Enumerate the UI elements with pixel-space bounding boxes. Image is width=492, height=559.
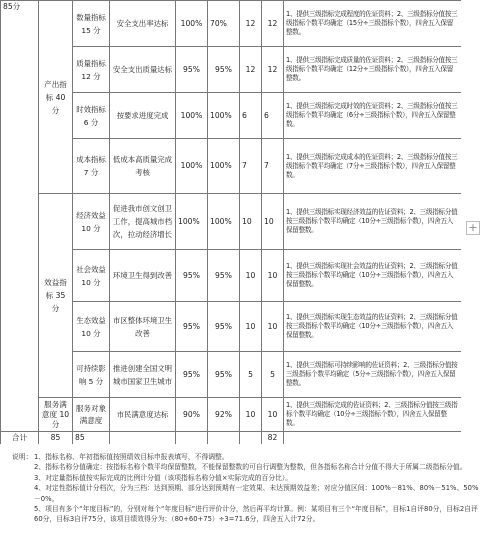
blank-cell — [176, 432, 208, 445]
total-sub-weight: 85 — [73, 432, 110, 445]
actual-value: 70% — [208, 1, 240, 47]
blank-cell — [1, 47, 39, 93]
score-value: 10 — [262, 398, 284, 432]
actual-value: 100% — [208, 93, 240, 139]
blank-cell — [284, 432, 462, 445]
actual-value: 100% — [208, 139, 240, 194]
weight-value: 12 — [240, 1, 262, 47]
target-value: 95% — [176, 302, 208, 352]
sub-indicator: 时效指标 6 分 — [73, 93, 110, 139]
indicator-content: 安全支出率达标 — [110, 1, 176, 47]
note-text: 4、对定性指标值计分档次，分为三档：达到预期、部分达到预期有一定效果、未达预期效益差；对应分值区间：100%－81%、80%－51%、50%－0%。 — [34, 484, 479, 503]
total-row — [1, 432, 462, 445]
total-score: 82 — [262, 432, 284, 445]
target-value: 95% — [176, 250, 208, 302]
notes-section — [12, 452, 482, 525]
weight-value: 10 — [240, 194, 262, 250]
table-row — [1, 194, 462, 250]
indicator-content: 按要求进度完成 — [110, 93, 176, 139]
weight-value: 7 — [240, 139, 262, 194]
target-value: 95% — [176, 352, 208, 398]
sub-indicator: 经济效益 10 分 — [73, 194, 110, 250]
sub-indicator: 数量指标 15 分 — [73, 1, 110, 47]
weight-value: 10 — [240, 302, 262, 352]
actual-value: 95% — [208, 250, 240, 302]
actual-value: 95% — [208, 352, 240, 398]
score-value: 10 — [262, 250, 284, 302]
score-value: 6 — [262, 93, 284, 139]
target-value: 90% — [176, 398, 208, 432]
score-value: 12 — [262, 1, 284, 47]
target-value: 100% — [176, 93, 208, 139]
note-item — [12, 504, 482, 525]
notes-head: 说明： — [12, 453, 33, 461]
score-value: 5 — [262, 352, 284, 398]
top-fragment: 85分 — [1, 1, 39, 47]
blank-cell — [1, 302, 39, 352]
blank-cell — [1, 398, 39, 432]
output-group-label: 产出指标 40 分 — [39, 1, 73, 194]
note-text: 3、对定量指标值按实际完成的比例计分值（该项指标名称分值×实际完成的百分比）。 — [34, 473, 293, 482]
indicator-content: 促进我市创文创卫工作，提高城市档次，拉动经济增长 — [110, 194, 176, 250]
scoring-description: 1、提供三级指标实现社会效益的佐证资料；2、三级指标分值按三级指标个数平均确定（10分÷三级指标个数），四舍五入保留整数。 — [284, 250, 462, 302]
score-value: 10 — [262, 194, 284, 250]
scoring-description: 1、提供三级指标完成时效的佐证资料；2、三级指标分值按三级指标个数平均确定（6分÷三级指标个数），四舍五入保留整数。 — [284, 93, 462, 139]
blank-cell — [1, 194, 39, 250]
note-item — [12, 452, 482, 462]
actual-value: 92% — [208, 398, 240, 432]
satisfaction-group-label: 服务满意度 10 分 — [39, 398, 73, 432]
score-value: 10 — [262, 302, 284, 352]
indicator-content: 低成本高质量完成考核 — [110, 139, 176, 194]
blank-cell — [1, 352, 39, 398]
score-value: 12 — [262, 47, 284, 93]
target-value: 100% — [176, 194, 208, 250]
weight-value: 10 — [240, 250, 262, 302]
note-text: 1、指标名称、年初指标值按照绩效目标申报表填写，不得调整。 — [34, 453, 229, 461]
indicator-content: 市区整体环境卫生改善 — [110, 302, 176, 352]
actual-value: 95% — [208, 47, 240, 93]
total-weight: 85 — [39, 432, 73, 445]
indicator-content: 安全支出质量达标 — [110, 47, 176, 93]
sub-indicator: 服务对象满意度 — [73, 398, 110, 432]
actual-value: 100% — [208, 194, 240, 250]
weight-value: 12 — [240, 47, 262, 93]
blank-cell — [110, 432, 176, 445]
blank-cell — [240, 432, 262, 445]
sub-indicator: 质量指标 12 分 — [73, 47, 110, 93]
score-value: 7 — [262, 139, 284, 194]
note-item — [12, 473, 482, 483]
scoring-description: 1、提供三级指标完成质量的佐证资料；2、三级指标分值按三级指标个数平均确定（12分÷三级指标个数），四舍五入保留整数。 — [284, 47, 462, 93]
blank-cell — [1, 139, 39, 194]
blank-cell — [1, 250, 39, 302]
note-item — [12, 462, 482, 472]
benefit-group-label: 效益指标 35 分 — [39, 194, 73, 398]
sub-indicator: 生态效益 10 分 — [73, 302, 110, 352]
sub-indicator: 可持续影响 5 分 — [73, 352, 110, 398]
weight-value: 6 — [240, 93, 262, 139]
total-label: 合计 — [1, 432, 39, 445]
scoring-description: 1、提供三级指标实现生态效益的佐证资料；2、三级指标分值按三级指标个数平均确定（10分÷三级指标个数），四舍五入保留整数。 — [284, 302, 462, 352]
scoring-description: 1、提供三级指标可持续影响的佐证资料；2、三级指标分值按三级指标个数平均确定（5分÷三级指标个数），四舍五入保留整数。 — [284, 352, 462, 398]
note-text: 2、指标名称分值确定：按指标名称个数平均保留整数，不能保留整数的可自行调整为整数，但各指标名称合计分值不得大于所属二级指标分值。 — [34, 463, 467, 472]
note-text: 5、项目有多个“年度目标”的，分别对每个“年度目标”进行评价计分，然后再平均计算。例：某项目有三个“年度目标”，目标1自评80分，目标2自评60分，目标3自评75分，该项目绩效得分为：（80+60+75）÷3=71.6分，四舍五入计72分。 — [34, 505, 478, 524]
target-value: 95% — [176, 47, 208, 93]
add-row-button[interactable]: + — [466, 221, 480, 235]
indicator-content: 市民满意度达标 — [110, 398, 176, 432]
scoring-description: 1、提供三级指标完成的佐证资料；2、三级指标分值按三级指标个数平均确定（10分÷三级指标个数），四舍五入保留整数。 — [284, 398, 462, 432]
weight-value: 5 — [240, 352, 262, 398]
blank-cell — [1, 93, 39, 139]
weight-value: 10 — [240, 398, 262, 432]
sub-indicator: 社会效益 10 分 — [73, 250, 110, 302]
indicator-content: 环境卫生得到改善 — [110, 250, 176, 302]
target-value: 100% — [176, 1, 208, 47]
indicator-content: 推进创建全国文明城市国家卫生城市 — [110, 352, 176, 398]
scoring-description: 1、提供三级指标实现经济效益的佐证资料；2、三级指标分值按三级指标个数平均确定（10分÷三级指标个数），四舍五入保留整数。 — [284, 194, 462, 250]
scoring-description: 1、提供三级指标完成程度的佐证资料；2、三级指标分值按三级指标个数平均确定（15分÷三级指标个数），四舍五入保留整数。 — [284, 1, 462, 47]
blank-cell — [208, 432, 240, 445]
table-row — [1, 1, 462, 47]
table-row — [1, 398, 462, 432]
sub-indicator: 成本指标 7 分 — [73, 139, 110, 194]
scoring-description: 1、提供三级指标完成成本的佐证资料；2、三级指标分值按三级指标个数平均确定（7分÷三级指标个数），四舍五入保留整数。 — [284, 139, 462, 194]
note-item — [12, 483, 482, 504]
actual-value: 95% — [208, 302, 240, 352]
target-value: 100% — [176, 139, 208, 194]
